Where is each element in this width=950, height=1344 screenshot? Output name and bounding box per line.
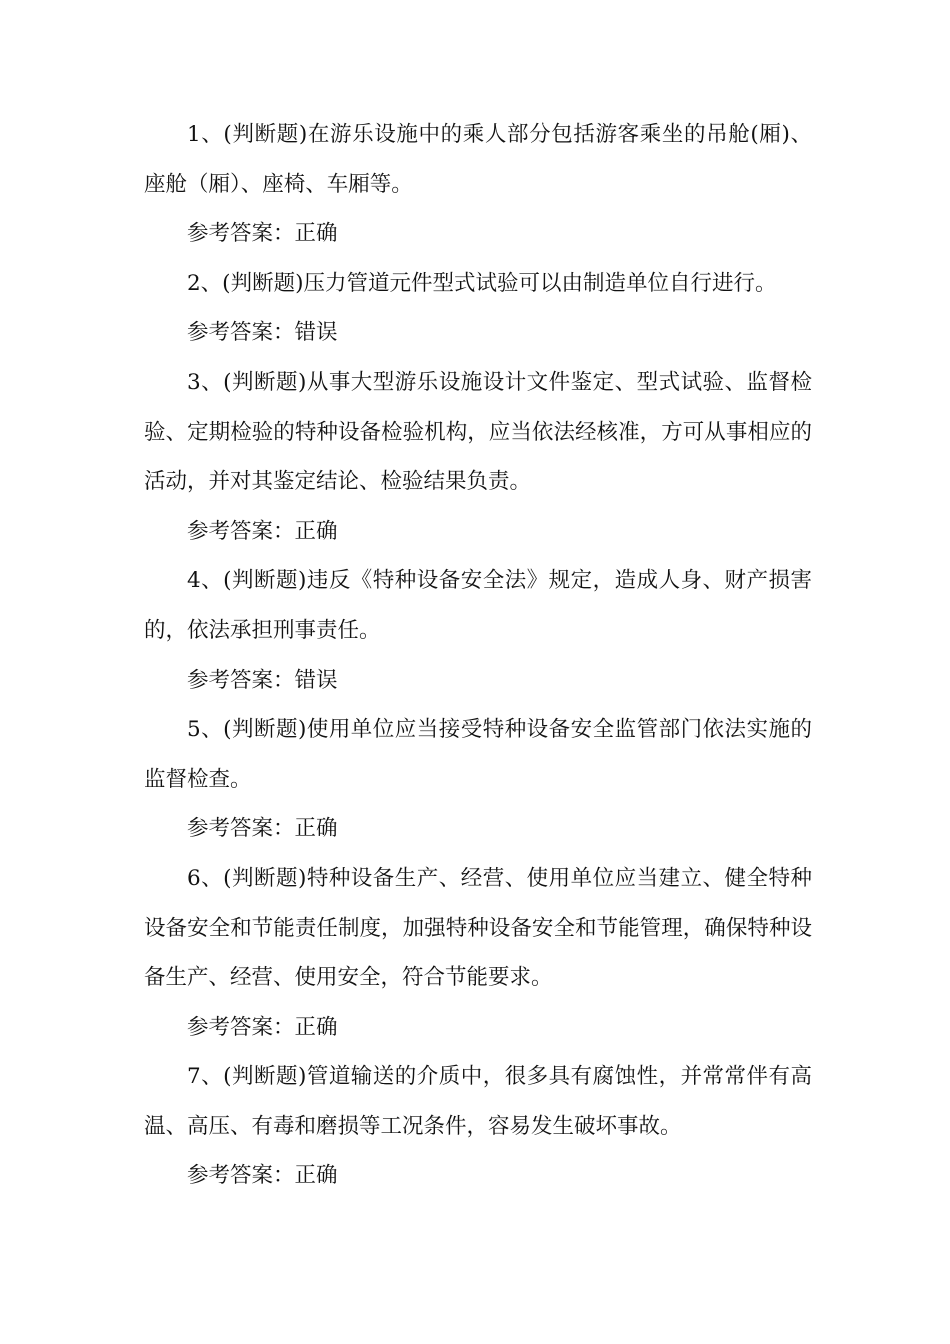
question-5: 5、(判断题)使用单位应当接受特种设备安全监管部门依法实施的监督检查。 bbox=[144, 717, 812, 792]
answer-7: 参考答案：正确 bbox=[187, 1163, 338, 1189]
answer-4: 参考答案：错误 bbox=[187, 667, 338, 693]
answer-1: 参考答案：正确 bbox=[187, 221, 338, 247]
answer-5: 参考答案：正确 bbox=[187, 816, 338, 842]
question-4: 4、(判断题)违反《特种设备安全法》规定，造成人身、财产损害的，依法承担刑事责任。 bbox=[144, 568, 812, 643]
answer-6: 参考答案：正确 bbox=[187, 1014, 338, 1040]
question-2: 2、(判断题)压力管道元件型式试验可以由制造单位自行进行。 bbox=[187, 270, 777, 296]
document-body bbox=[144, 110, 812, 1201]
question-6: 6、(判断题)特种设备生产、经营、使用单位应当建立、健全特种设备安全和节能责任制度，加强特种设备安全和节能管理，确保特种设备生产、经营、使用安全，符合节能要求。 bbox=[144, 865, 812, 991]
question-7: 7、(判断题)管道输送的介质中，很多具有腐蚀性，并常常伴有高温、高压、有毒和磨损等工况条件，容易发生破坏事故。 bbox=[144, 1064, 812, 1139]
question-3: 3、(判断题)从事大型游乐设施设计文件鉴定、型式试验、监督检验、定期检验的特种设备检验机构，应当依法经核准，方可从事相应的活动，并对其鉴定结论、检验结果负责。 bbox=[144, 369, 812, 495]
answer-3: 参考答案：正确 bbox=[187, 518, 338, 544]
answer-2: 参考答案：错误 bbox=[187, 320, 338, 346]
question-1: 1、(判断题)在游乐设施中的乘人部分包括游客乘坐的吊舱(厢)、座舱（厢）、座椅、车厢等。 bbox=[144, 122, 812, 197]
